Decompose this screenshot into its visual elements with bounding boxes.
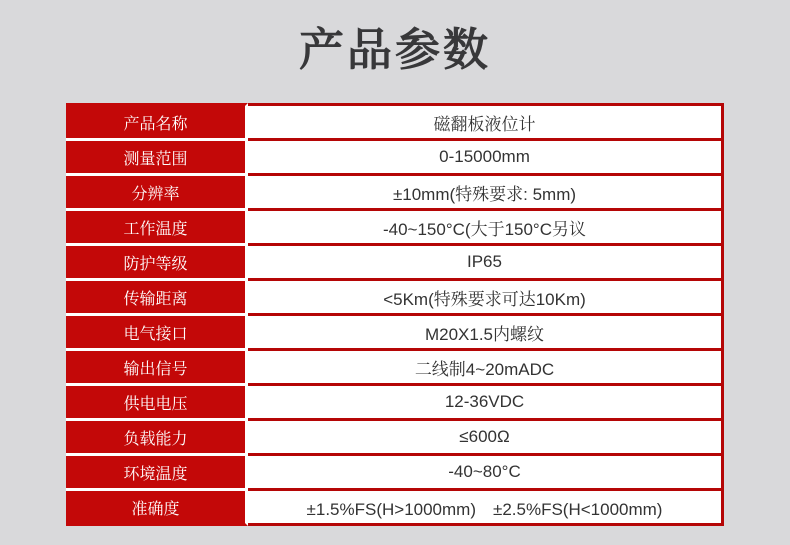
- param-value: 12-36VDC: [248, 386, 724, 421]
- param-value: <5Km(特殊要求可达10Km): [248, 281, 724, 316]
- table-row: [66, 246, 724, 281]
- table-row: [66, 176, 724, 211]
- param-value: -40~150°C(大于150°C另议: [248, 211, 724, 246]
- param-value: IP65: [248, 246, 724, 281]
- param-label: 测量范围: [66, 141, 248, 176]
- table-row: [66, 351, 724, 386]
- param-label: 供电电压: [66, 386, 248, 421]
- param-label: 环境温度: [66, 456, 248, 491]
- param-value: ≤600Ω: [248, 421, 724, 456]
- param-value: 磁翻板液位计: [248, 103, 724, 141]
- table-row: [66, 211, 724, 246]
- param-value: -40~80°C: [248, 456, 724, 491]
- param-value: 二线制4~20mADC: [248, 351, 724, 386]
- page-title: 产品参数: [298, 24, 491, 75]
- param-label: 防护等级: [66, 246, 248, 281]
- param-value: 0-15000mm: [248, 141, 724, 176]
- table-row: [66, 421, 724, 456]
- table-row: [66, 491, 724, 526]
- param-label: 分辨率: [66, 176, 248, 211]
- table-row: [66, 103, 724, 141]
- param-label: 产品名称: [66, 103, 248, 141]
- param-label: 电气接口: [66, 316, 248, 351]
- param-label: 传输距离: [66, 281, 248, 316]
- param-label: 负载能力: [66, 421, 248, 456]
- params-table-body: [66, 103, 724, 526]
- table-row: [66, 281, 724, 316]
- param-label: 输出信号: [66, 351, 248, 386]
- product-parameters-table: [66, 103, 724, 526]
- table-row: [66, 141, 724, 176]
- table-row: [66, 386, 724, 421]
- table-row: [66, 456, 724, 491]
- param-value: ±1.5%FS(H>1000mm) ±2.5%FS(H<1000mm): [248, 491, 724, 526]
- param-label: 准确度: [66, 491, 248, 526]
- param-value: ±10mm(特殊要求: 5mm): [248, 176, 724, 211]
- param-value: M20X1.5内螺纹: [248, 316, 724, 351]
- table-row: [66, 316, 724, 351]
- param-label: 工作温度: [66, 211, 248, 246]
